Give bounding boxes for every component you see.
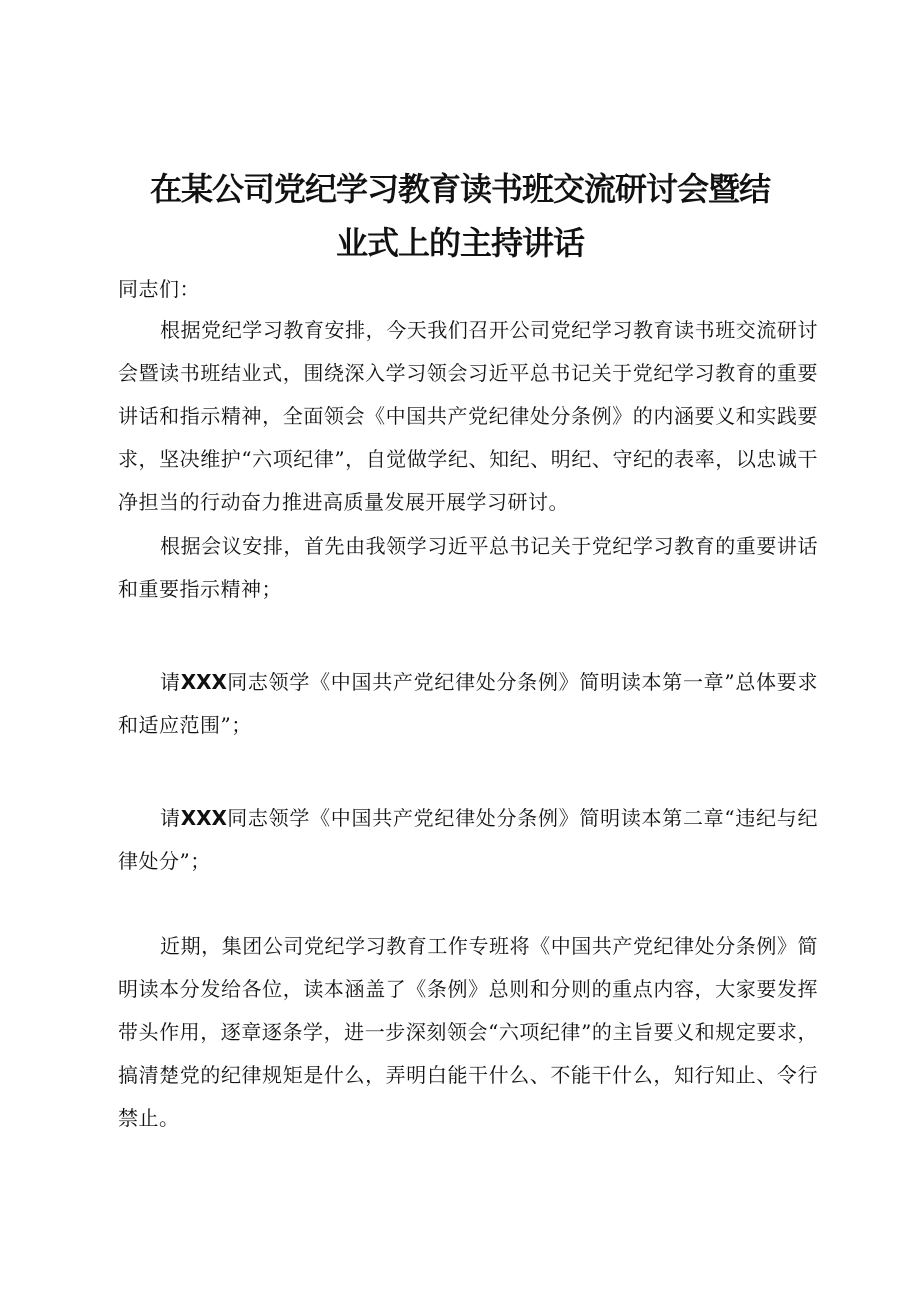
title-line-1: 在某公司党纪学习教育读书班交流研讨会暨结 (149, 170, 770, 208)
salutation: 同志们： (118, 277, 200, 301)
paragraph-3 (118, 661, 818, 747)
paragraph-4-prefix: 请 (160, 806, 181, 830)
paragraph-4 (118, 797, 818, 883)
title-line-2: 业式上的主持讲话 (335, 224, 584, 262)
paragraph-2: 根据会议安排，首先由我领学习近平总书记关于党纪学习教育的重要讲话和重要指示精神； (118, 534, 818, 601)
paragraph-4-rest: 同志领学《中国共产党纪律处分条例》简明读本第二章“违纪与纪律处分”； (118, 806, 818, 873)
paragraph-5: 近期，集团公司党纪学习教育工作专班将《中国共产党纪律处分条例》简明读本分发给各位，读本涵盖了《条例》总则和分则的重点内容，大家要发挥带头作用，逐章逐条学，进一步深刻领会“六项纪律”的主旨要义和规定要求，搞清楚党的纪律规矩是什么，弄明白能干什么、不能干什么，知行知止、令行禁止。 (118, 934, 818, 1130)
paragraph-3-name: XXX (180, 670, 227, 694)
paragraph-3-prefix: 请 (160, 670, 181, 694)
paragraph-1: 根据党纪学习教育安排，今天我们召开公司党纪学习教育读书班交流研讨会暨读书班结业式，围绕深入学习领会习近平总书记关于党纪学习教育的重要讲话和指示精神，全面领会《中国共产党纪律处分条例》的内涵要义和实践要求，坚决维护“六项纪律”，自觉做学纪、知纪、明纪、守纪的表率，以忠诚干净担当的行动奋力推进高质量发展开展学习研讨。 (118, 318, 818, 514)
paragraph-4-name: XXX (180, 806, 227, 830)
document-title (100, 162, 820, 270)
paragraph-3-rest: 同志领学《中国共产党纪律处分条例》简明读本第一章”总体要求和适应范围”； (118, 670, 818, 737)
